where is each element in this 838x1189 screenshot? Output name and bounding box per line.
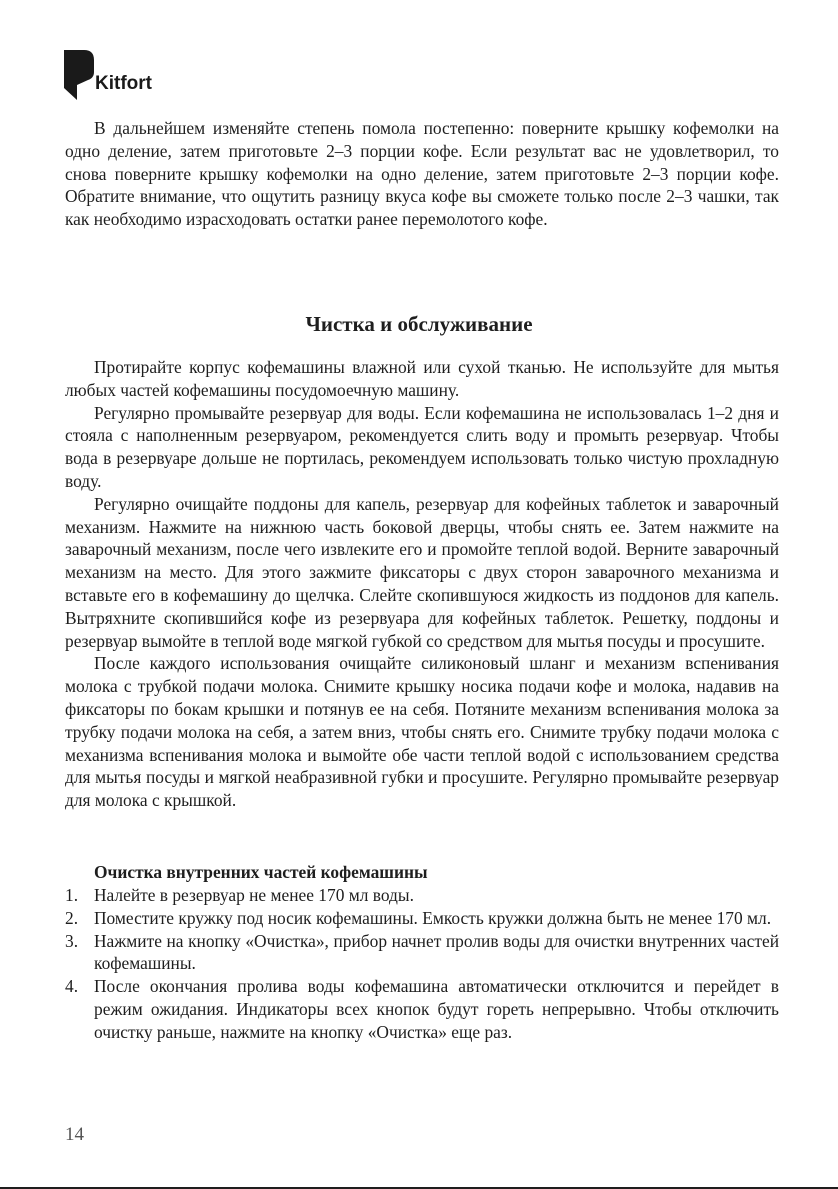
list-item: [65, 907, 779, 930]
step-text: Поместите кружку под носик кофемашины. Емкость кружки должна быть не менее 170 мл.: [94, 907, 772, 928]
section-title: Чистка и обслуживание: [305, 312, 533, 336]
intro-paragraph: В дальнейшем изменяйте степень помола постепенно: поверните крышку кофемолки на одно деление, затем приготовьте 2–3 порции кофе. Если результат вас не удовлетворил, то снова поверните крышку кофемолки на одно деление, затем приготовьте 2–3 порции кофе. Обратите внимание, что ощутить разницу вкуса кофе вы сможете только после 2–3 чашки, так как необходимо израсходовать остатки ранее перемолотого кофе.: [65, 118, 779, 230]
intro-section: [65, 117, 779, 231]
kitfort-logo-mark-icon: [64, 50, 94, 100]
brand-name: Kitfort: [95, 73, 152, 94]
paragraph: Протирайте корпус кофемашины влажной или сухой тканью. Не используйте для мытья любых частей кофемашины посудомоечную машину.: [65, 357, 779, 400]
paragraph: Регулярно очищайте поддоны для капель, резервуар для кофейных таблеток и заварочный механизм. Нажмите на нижнюю часть боковой дверцы, чтобы снять ее. Затем нажмите на заварочный механизм, после чего извлеките его и промойте теплой водой. Верните заварочный механизм на место. Для этого зажмите фиксаторы с двух сторон заварочного механизма и вставьте его в кофемашину до щелчка. Слейте скопившуюся жидкость из поддонов для капель. Вытряхните скопившийся кофе из резервуара для кофейных таблеток. Решетку, поддоны и резервуар вымойте в теплой воде мягкой губкой со средством для мытья посуды и просушите.: [65, 493, 779, 651]
step-number: 4.: [65, 976, 79, 997]
step-text: После окончания пролива воды кофемашина автоматически отключится и перейдет в режим ожидания. Индикаторы всех кнопок будут гореть непрерывно. Чтобы отключить очистку раньше, нажмите на кнопку «Очистка» еще раз.: [94, 976, 779, 1042]
step-number: 2.: [65, 907, 79, 928]
subsection-title: Очистка внутренних частей кофемашины: [94, 862, 428, 882]
list-item: [65, 884, 779, 907]
step-text: Налейте в резервуар не менее 170 мл воды.: [94, 885, 414, 905]
paragraph: После каждого использования очищайте силиконовый шланг и механизм вспенивания молока с трубкой подачи молока. Снимите крышку носика подачи кофе и молока, надавив на фиксаторы по бокам крышки и потянув ее на себя. Потяните механизм вспенивания молока за трубку подачи молока на себя, а затем вниз, чтобы снять его. Снимите трубку подачи молока с механизма вспенивания молока и вымойте обе части теплой водой с использованием средства для мытья посуды и мягкой неабразивной губки и просушите. Регулярно промывайте резервуар для молока с крышкой.: [65, 653, 779, 811]
section-body: [65, 356, 779, 812]
list-item: [65, 930, 779, 976]
list-item: [65, 975, 779, 1043]
step-number: 3.: [65, 930, 79, 951]
step-text: Нажмите на кнопку «Очистка», прибор начнет пролив воды для очистки внутренних частей кофемашины.: [94, 930, 779, 974]
step-number: 1.: [65, 885, 79, 905]
page-number: 14: [65, 1124, 84, 1145]
cleaning-steps-list: [65, 884, 779, 1044]
paragraph: Регулярно промывайте резервуар для воды. Если кофемашина не использовалась 1–2 дня и стояла с наполненным резервуаром, рекомендуется слить воду и промыть резервуар. Чтобы вода в резервуаре дольше не портилась, рекомендуем использовать только чистую прохладную воду.: [65, 402, 779, 491]
brand-logo: [64, 50, 152, 100]
